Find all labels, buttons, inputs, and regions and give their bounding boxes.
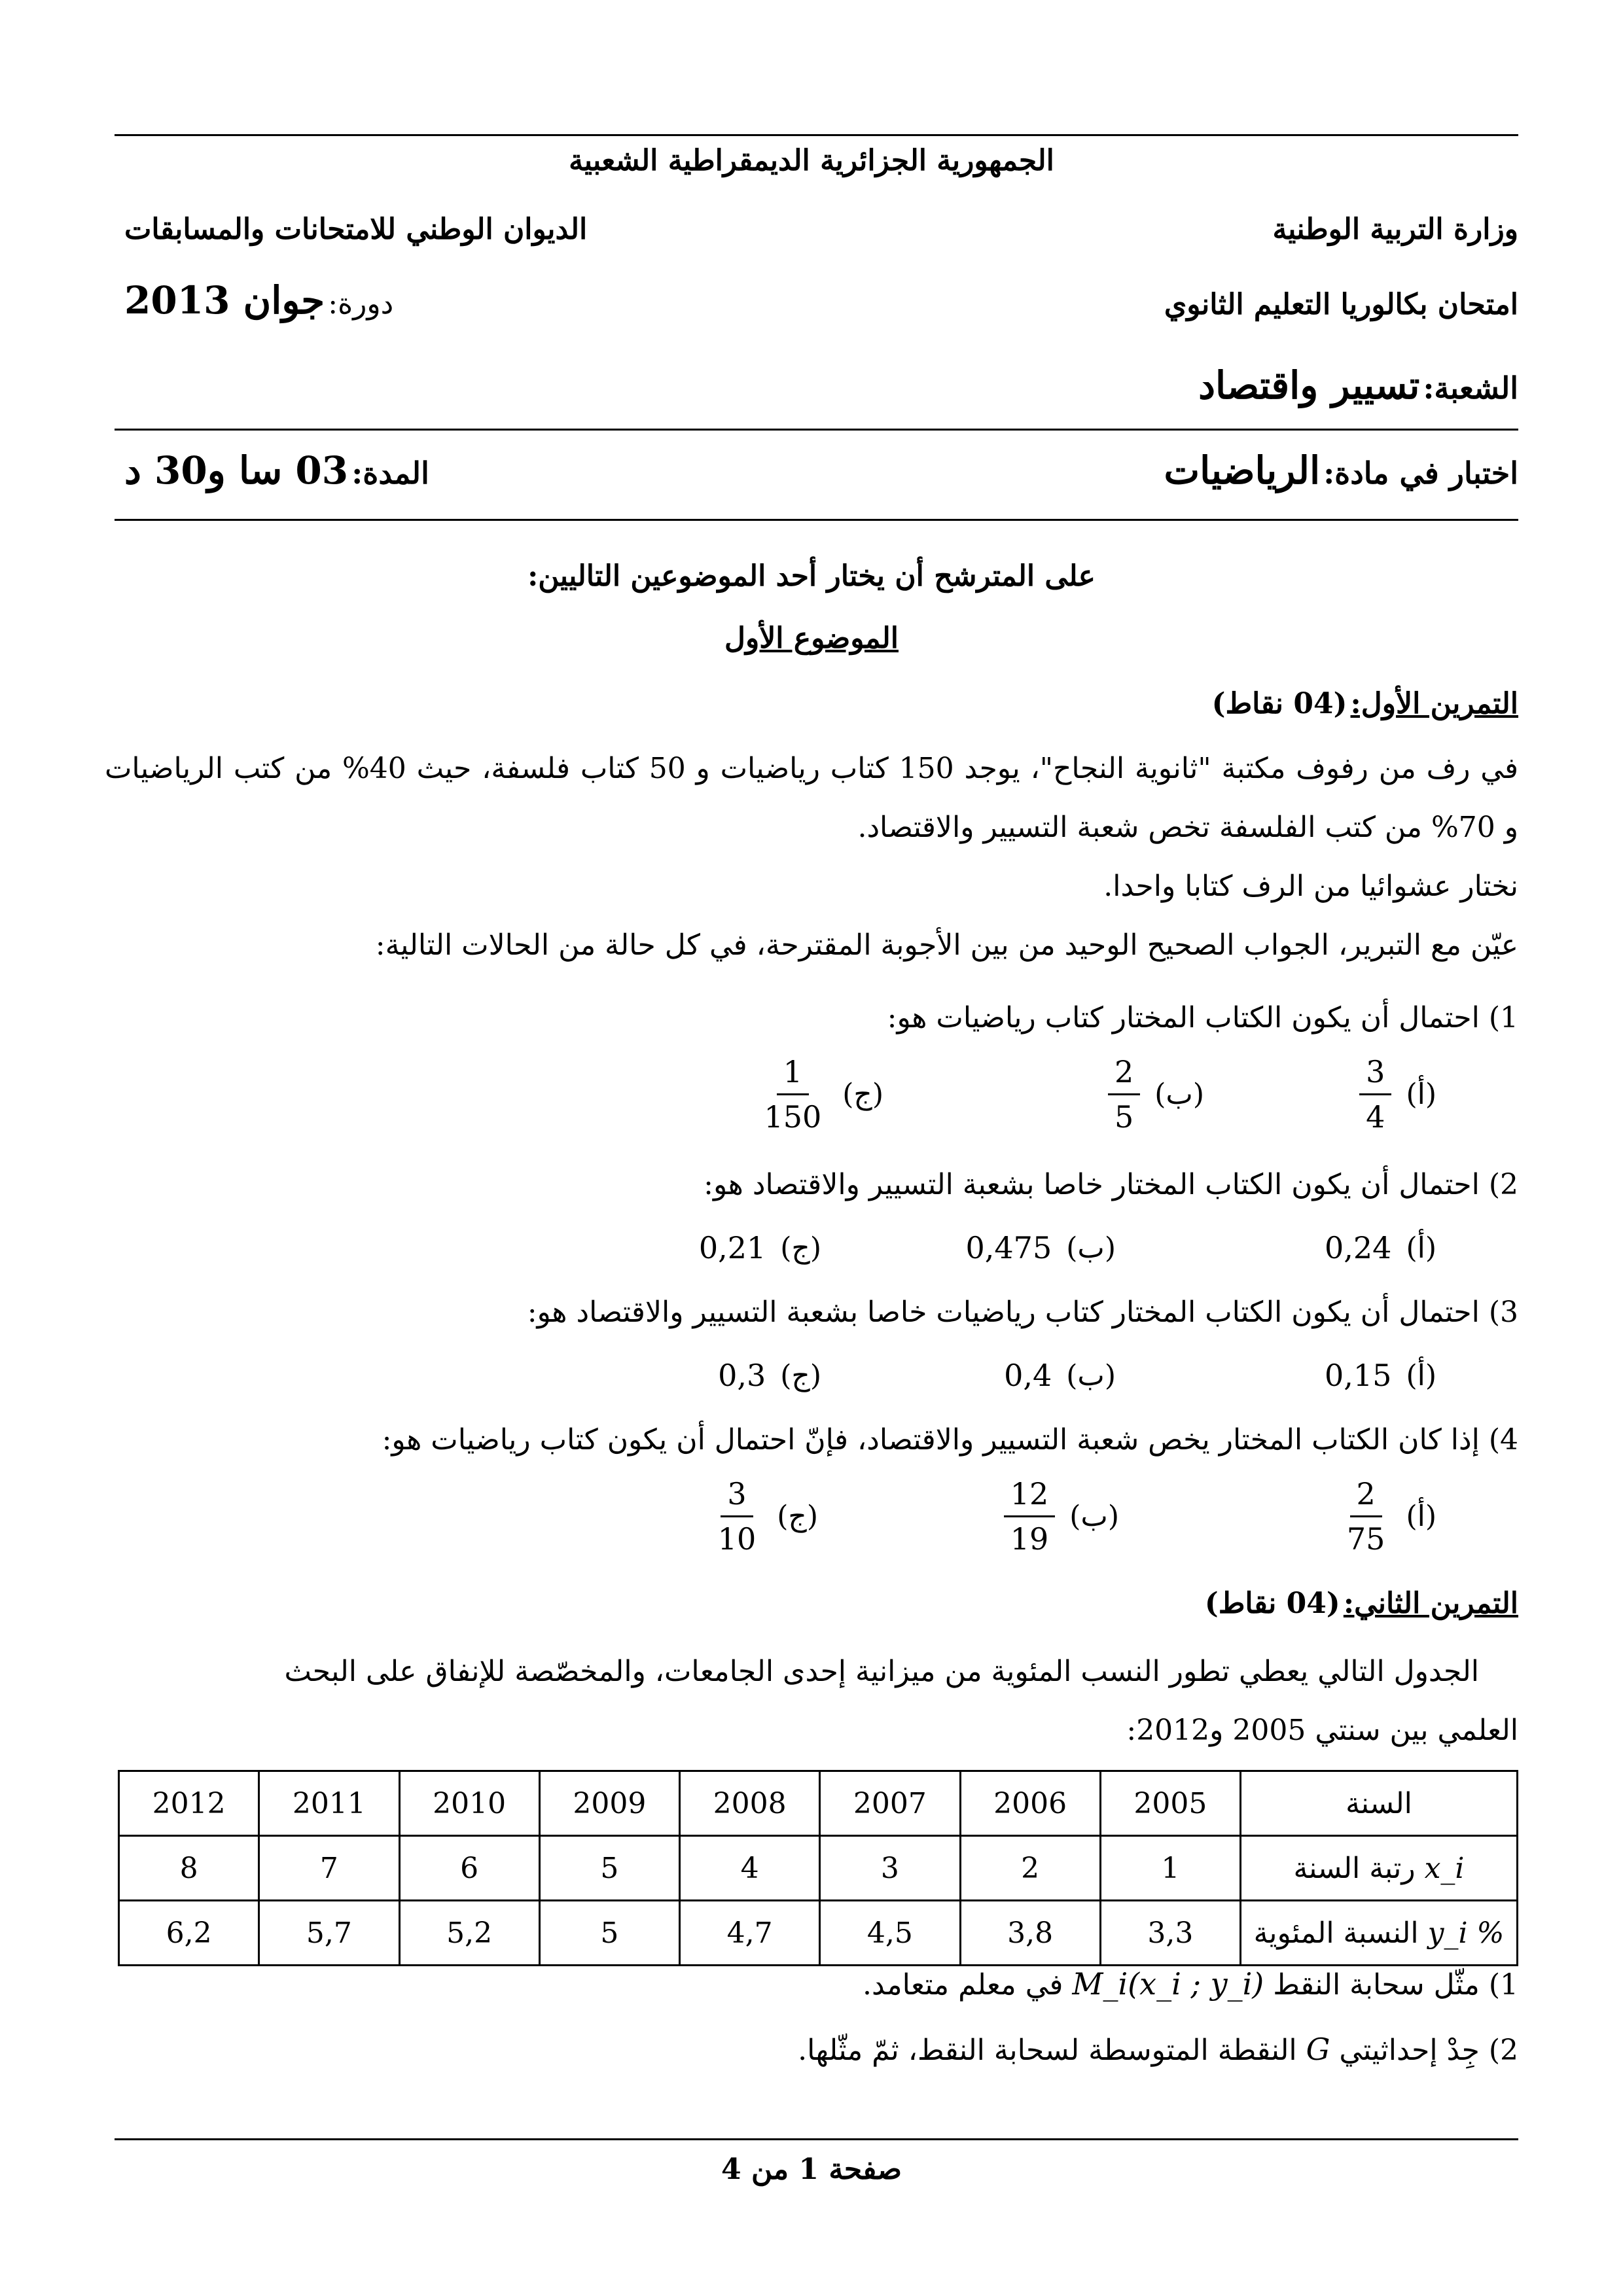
- question-tail: النقطة المتوسطة لسحابة النقط، ثمّ مثّلها.: [798, 2034, 1297, 2067]
- option-value: 0,475: [965, 1230, 1052, 1265]
- table-cell: 1: [1100, 1836, 1240, 1901]
- option-label: (ج): [842, 1078, 883, 1111]
- option-label: (ب): [1066, 1231, 1116, 1265]
- subject: [1164, 448, 1518, 493]
- option-value: 0,21: [698, 1230, 766, 1265]
- question-number: 2): [1488, 2034, 1518, 2067]
- row-header-rank: [1241, 1836, 1518, 1901]
- option-value: 0,3: [718, 1358, 766, 1393]
- question-1: [887, 1001, 1518, 1034]
- question-number: 1): [1488, 1968, 1518, 2002]
- option-value: 0,4: [1004, 1358, 1052, 1393]
- exercise1-heading: [1212, 687, 1518, 720]
- question-tail: في معلم متعامد.: [862, 1968, 1063, 2002]
- option-label: (ب): [1154, 1078, 1204, 1111]
- variable-y: y_i %: [1427, 1916, 1505, 1950]
- table-cell: 3,8: [960, 1901, 1100, 1966]
- question-3: [527, 1296, 1518, 1329]
- option-label: (ج): [777, 1500, 818, 1533]
- q2-option-b: [966, 1230, 1116, 1265]
- table-cell: 2007: [820, 1771, 960, 1836]
- exam-name: امتحان بكالوريا التعليم الثانوي: [1164, 288, 1518, 321]
- footer-rule: [115, 2138, 1518, 2140]
- session: [124, 278, 393, 323]
- exercise1-line3: عيّن مع التبرير، الجواب الصحيح الوحيد من بين الأجوبة المقترحة، في كل حالة من الحالات التالية:: [375, 928, 1518, 962]
- fraction: $\frac{3}{4}$: [1359, 1057, 1391, 1132]
- table-cell: 4,7: [680, 1901, 820, 1966]
- q1-option-a: [1359, 1054, 1436, 1135]
- exercise2-question-1: [863, 1966, 1518, 2002]
- exercise1-points: (04 نقاط): [1211, 687, 1347, 720]
- option-value: 0,15: [1325, 1358, 1392, 1393]
- option-label: (ج): [780, 1358, 821, 1392]
- table-cell: 2006: [960, 1771, 1100, 1836]
- table-cell: 5: [539, 1901, 679, 1966]
- table-row-years: [119, 1771, 1518, 1836]
- question-text: إذا كان الكتاب المختار يخص شعبة التسيير والاقتصاد، فإنّ احتمال أن يكون كتاب رياضيات هو:: [382, 1423, 1480, 1457]
- exercise2-heading: [1205, 1587, 1518, 1620]
- table-cell: 2011: [259, 1771, 399, 1836]
- question-text: جِدْ إحداثيتي: [1339, 2034, 1480, 2067]
- exercise2-paragraph-line2: العلمي بين سنتي 2005 و2012:: [1126, 1714, 1518, 1747]
- point-notation: M_i(x_i ; y_i): [1072, 1966, 1264, 2002]
- row-header-year: السنة: [1241, 1771, 1518, 1836]
- q3-option-b: [1004, 1358, 1116, 1393]
- question-number: 4): [1488, 1423, 1518, 1457]
- session-label: دورة:: [328, 287, 394, 321]
- table-cell: 2009: [539, 1771, 679, 1836]
- option-label: (ب): [1066, 1358, 1116, 1392]
- row-header-percentage-label: النسبة المئوية: [1253, 1916, 1419, 1950]
- duration-label: المدة:: [351, 455, 429, 491]
- exercise2-title: التمرين الثاني:: [1343, 1587, 1518, 1620]
- q3-option-c: [718, 1358, 821, 1393]
- branch-value: تسيير واقتصاد: [1198, 363, 1420, 408]
- table-cell: 4: [680, 1836, 820, 1901]
- table-cell: 6,2: [119, 1901, 259, 1966]
- point-g: G: [1306, 2032, 1330, 2067]
- header-rule-1: [115, 429, 1518, 431]
- table-cell: 2008: [680, 1771, 820, 1836]
- fraction: $\frac{2}{75}$: [1346, 1476, 1385, 1557]
- question-4: [382, 1423, 1518, 1457]
- branch: [1198, 363, 1518, 408]
- table-cell: 2012: [119, 1771, 259, 1836]
- exercise2-question-2: [798, 2032, 1518, 2067]
- fraction: $\frac{12}{19}$: [1004, 1479, 1056, 1554]
- exercise1-line2: نختار عشوائيا من الرف كتابا واحدا.: [1103, 870, 1518, 903]
- table-cell: 3,3: [1100, 1901, 1240, 1966]
- fraction: $\frac{2}{5}$: [1108, 1057, 1140, 1132]
- table-cell: 4,5: [820, 1901, 960, 1966]
- variable-x: x_i: [1424, 1851, 1465, 1885]
- option-label: (أ): [1406, 1358, 1436, 1392]
- subject-value: الرياضيات: [1164, 448, 1321, 493]
- option-label: (أ): [1406, 1500, 1436, 1533]
- data-table: [118, 1770, 1518, 1966]
- republic-title: الجمهورية الجزائرية الديمقراطية الشعبية: [569, 144, 1054, 177]
- session-value: جوان 2013: [124, 278, 325, 323]
- table-cell: 5: [539, 1836, 679, 1901]
- table-row-percentages: [119, 1901, 1518, 1966]
- table-cell: 7: [259, 1836, 399, 1901]
- branch-label: الشعبة:: [1423, 370, 1518, 406]
- question-number: 1): [1488, 1001, 1518, 1034]
- row-header-percentage: [1241, 1901, 1518, 1966]
- instruction: على المترشح أن يختار أحد الموضوعين التاليين:: [527, 559, 1096, 593]
- option-label: (ج): [780, 1231, 821, 1265]
- table-cell: 5,7: [259, 1901, 399, 1966]
- fraction: $\frac{1}{150}$: [764, 1054, 822, 1135]
- option-label: (أ): [1406, 1231, 1436, 1265]
- q1-option-c: [757, 1054, 883, 1135]
- table-cell: 8: [119, 1836, 259, 1901]
- duration-value: 03 سا و30 د: [124, 448, 349, 493]
- table-cell: 6: [399, 1836, 539, 1901]
- q4-option-b: [1004, 1476, 1119, 1557]
- q1-option-b: [1108, 1054, 1204, 1135]
- question-text: مثّل سحابة النقط: [1273, 1968, 1480, 2002]
- question-2: [704, 1168, 1518, 1201]
- header-rule-2: [115, 519, 1518, 521]
- duration: [124, 448, 429, 493]
- top-rule: [115, 134, 1518, 136]
- table-cell: 2010: [399, 1771, 539, 1836]
- option-value: 0,24: [1325, 1230, 1392, 1265]
- table-cell: 3: [820, 1836, 960, 1901]
- q4-option-c: [711, 1476, 818, 1557]
- q3-option-a: [1325, 1358, 1436, 1393]
- q2-option-a: [1325, 1230, 1436, 1265]
- table-cell: 2005: [1100, 1771, 1240, 1836]
- table-cell: 5,2: [399, 1901, 539, 1966]
- question-number: 2): [1488, 1168, 1518, 1201]
- exercise1-paragraph: في رف من رفوف مكتبة "ثانوية النجاح"، يوجد 150 كتاب رياضيات و 50 كتاب فلسفة، حيث 40% من كتب الرياضيات و 70% من كتب الفلسفة تخص شعبة التسيير والاقتصاد.: [105, 752, 1519, 844]
- question-text: احتمال أن يكون الكتاب المختار كتاب رياضيات هو:: [887, 1001, 1480, 1034]
- question-text: احتمال أن يكون الكتاب المختار كتاب رياضيات خاصا بشعبة التسيير والاقتصاد هو:: [527, 1296, 1480, 1329]
- ministry: وزارة التربية الوطنية: [1272, 213, 1518, 246]
- option-label: (ب): [1069, 1500, 1119, 1533]
- table-row-ranks: [119, 1836, 1518, 1901]
- table-cell: 2: [960, 1836, 1100, 1901]
- q4-option-a: [1340, 1476, 1436, 1557]
- option-label: (أ): [1406, 1078, 1436, 1111]
- exercise2-paragraph-line1: الجدول التالي يعطي تطور النسب المئوية من ميزانية إحدى الجامعات، والمخصّصة للإنفاق على البحث: [284, 1655, 1479, 1688]
- question-text: احتمال أن يكون الكتاب المختار خاصا بشعبة التسيير والاقتصاد هو:: [704, 1168, 1480, 1201]
- topic-title: الموضوع الأول: [724, 622, 899, 655]
- fraction: $\frac{3}{10}$: [717, 1476, 757, 1557]
- row-header-rank-label: رتبة السنة: [1293, 1851, 1416, 1885]
- question-number: 3): [1488, 1296, 1518, 1329]
- q2-option-c: [699, 1230, 821, 1265]
- exams-office: الديوان الوطني للامتحانات والمسابقات: [124, 213, 588, 246]
- exercise2-points: (04 نقاط): [1204, 1587, 1340, 1620]
- subject-label: اختبار في مادة:: [1323, 455, 1518, 491]
- exercise1-title: التمرين الأول:: [1350, 687, 1518, 720]
- page-number: صفحة 1 من 4: [721, 2153, 902, 2186]
